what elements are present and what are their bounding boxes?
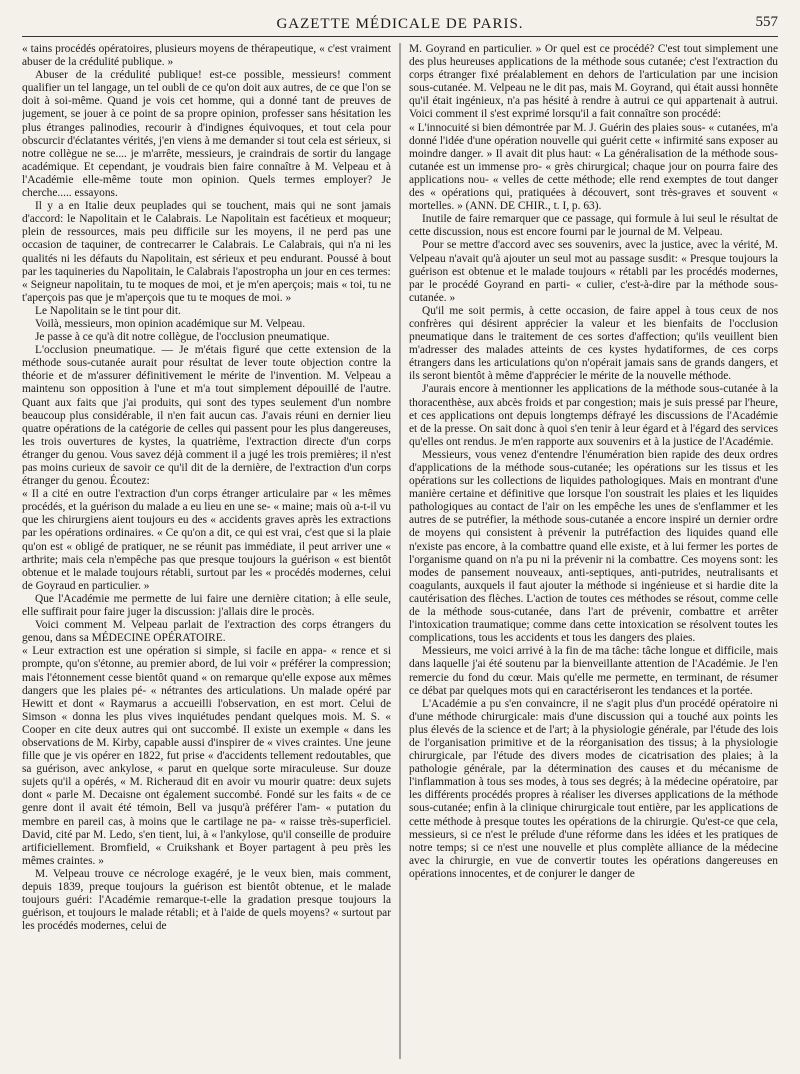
- right-column: [409, 43, 778, 1059]
- left-column-paragraph: « Il a cité en outre l'extraction d'un corps étranger articulaire par « les mêmes procédés, et la guérison du malade a eu lieu en une se- « maine; mais où a-t-il vu que les chirurgiens aient toujours eu des « accidents graves après les extractions par les opérations ordinaires. « Ce qu'on a dit, ce qui est vrai, c'est que si la plaie qu'on est « obligé de pratiquer, ne se réunit pas immédiate, il peut arriver une « arthrite; mais cela n'empêche pas que presque toujours la guérison « est bientôt obtenue et le malade toujours rétabli, surtout par les « procédés modernes, celui de Goyraud en particulier. »: [22, 488, 391, 592]
- left-column-paragraph: Voilà, messieurs, mon opinion académique sur M. Velpeau.: [35, 317, 306, 330]
- left-column-paragraph: « Leur extraction est une opération si simple, si facile en appa- « rence et si prompte, qu'on s'étonne, au premier abord, de lui voir « préférer la compression; mais l'étonnement cesse bientôt quand « on remarque qu'elle expose aux mêmes dangers que les plaies pé- « nétrantes des articulations. Un malade opéré par Hewitt et dont « Raymarus a accueilli l'observation, en est mort. Celui de Simson « donna les plus vives inquiétudes pendant quelques mois. M. S. « Cooper en cite deux autres qui ont succombé. Il existe un exemple « dans les observations de M. Kirby, capable aussi d'inspirer de « vives craintes. Une jeune fille que je vis opérer en 1822, fut prise « d'accidents tellement redoutables, que sa guérison, avec ankylose, « parut en quelque sorte miraculeuse. Sur douze sujets qu'il a opérés, « M. Richeraud dit en avoir vu mourir quatre: deux sujets dont « parle M. Decaisne ont également succombé. Fondé sur les faits « de ce genre dont il avait été témoin, Bell va jusqu'à préférer l'am- « putation du membre en pareil cas, à moins que le cartilage ne pa- « raisse très-superficiel. David, cité par M. Ledo, s'en tient, lui, à « l'ankylose, qu'il conseille de produire artificiellement. Bromfield, « Cruikshank et Boyer partagent à peu près les mêmes craintes. »: [22, 645, 391, 867]
- right-column-paragraph: Pour se mettre d'accord avec ses souvenirs, avec la justice, avec la vérité, M. Velpeau n'avait qu'à ajouter un seul mot au passage susdit: « Presque toujours la guérison est obtenue et le malade toujours « rétabli par les procédés modernes, par le procédé Goyrand en parti- « culier, c'est-à-dire par la méthode sous-cutanée. »: [409, 239, 778, 304]
- right-column-paragraph: J'aurais encore à mentionner les applications de la méthode sous-cutanée à la thoracenthèse, aux abcès froids et par congestion; mais je suis pressé par l'heure, et ces applications ont depuis longtemps défrayé les discussions de l'Académie et de la presse. On sait donc à quoi s'en tenir à leur égard et à l'égard des services qu'elles ont rendus. Je m'en rapporte aux souvenirs et à la justice de l'Académie.: [409, 383, 778, 448]
- left-column-paragraph: Voici comment M. Velpeau parlait de l'extraction des corps étrangers du genou, dans sa MÉDECINE OPÉRATOIRE.: [22, 619, 391, 645]
- page-header: [22, 12, 778, 37]
- right-column-paragraph: Messieurs, vous venez d'entendre l'énumération bien rapide des deux ordres d'applications de la méthode sous-cutanée; les opérations sur les tissus et les opérations sur les collections de liquides pathologiques. Mais en montrant d'une manière certaine et définitive que lorsque l'on soustrait les plaies et les liquides pathologiques au contact de l'air on les empêche les unes de s'enflammer et les autres de se putréfier, la méthode sous-cutanée a encore inspiré un dernier ordre de moyens qui consistent à prévenir la putréfaction des liquides quand elle n'existe pas encore, à la combattre quand elle existe, et à lui fermer les portes de l'organisme quand on n'a pu ni la prévenir ni la combattre. Ces moyens sont: les modes de pansement nouveaux, anti-septiques, anti-putrides, neutralisants et coagulants, auxquels il faut ajouter la méthode si ingénieuse et si hardie dite la cautérisation des flèches. L'action de toutes ces méthodes se résout, comme celle de la méthode sous-cutanée, dans l'art de prévenir, combattre et arrêter l'intoxication traumatique; comme dans cette intoxication se résolvent toutes les complications, tous les accidents et tous les dangers des plaies.: [409, 448, 778, 645]
- left-column-paragraph: « tains procédés opératoires, plusieurs moyens de thérapeutique, « c'est vraiment abuser de la crédulité publique. »: [22, 43, 391, 69]
- left-column-paragraph: Abuser de la crédulité publique! est-ce possible, messieurs! comment qualifier un tel langage, un tel oubli de ce qu'on doit aux autres, de ce que l'on se doit à soi-même. Quand je vois cet homme, qui a donné tant de preuves de jugement, se jouer à ce point de sa propre opinion, professer sans hésitation les plus étranges palinodies, recourir à d'indignes équivoques, et tout cela pour obscurcir d'éclatantes vérités, j'en viens à me demander si tout cela est sérieux, si notre collègue ne se.... je m'arrête, messieurs, je craindrais de sortir du langage académique. Et cependant, je voudrais bien faire connaître à M. Velpeau et à l'Académie elle-même toute mon opinion. Quels termes employer? Je cherche..... essayons.: [22, 69, 391, 200]
- left-column-paragraph: « Seigneur napolitain, tu te moques de moi, et je m'en aperçois; mais « toi, tu ne t'aperçois pas que je m'aperçois que tu te moques de moi. »: [22, 278, 391, 304]
- right-column-paragraph: M. Goyrand en particulier. » Or quel est ce procédé? C'est tout simplement une des plus heureuses applications de la méthode sous cutanée; c'est l'extraction du corps étranger fixé préalablement en dehors de l'articulation par une incision sous-cutanée. M. Velpeau ne le dit pas, mais M. Goyrand, qui était aussi honnête qu'il était ingénieux, n'a pas hésité à rendre à autrui ce qui appartenait à autrui. Voici comment il s'est exprimé lorsqu'il a fait connaître son procédé:: [409, 43, 778, 121]
- text-columns: [22, 43, 778, 1059]
- left-column-paragraph: Il y a en Italie deux peuplades qui se touchent, mais qui ne sont jamais d'accord: le Napolitain et le Calabrais. Le Napolitain est facétieux et moqueur; plein de ressources, mais peu difficile sur les moyens, il ne perd pas une occasion de taquiner, de contrecarrer le Calabrais. Le Calabrais, qui n'a ni les qualités ni les défauts du Napolitain, est sérieux et peu endurant. Poussé à bout par les taquineries du Napolitain, le Calabrais l'apostropha un jour en ces termes:: [22, 200, 391, 278]
- right-column-paragraph: L'Académie a pu s'en convaincre, il ne s'agit plus d'un procédé opératoire ni d'une méthode chirurgicale: mais d'une discussion qui a touché aux points les plus élevés de la science et de l'art; à la physiologie générale, par l'étude des lois de l'organisation primitive et de la réorganisation des tissus; à la physiologie chirurgicale, par l'étude des divers modes de cicatrisation des plaies; à la pathologie générale, par la détermination des causes et du mécanisme de l'inflammation à tous ses modes, à tous ses degrés; à la médecine opératoire, par les différents procédés propres à réaliser les diverses applications de la méthode sous-cutanée; enfin à la clinique chirurgicale tout entière, par les applications de cette méthode à presque toutes les opérations de la chirurgie. Qu'est-ce que cela, messieurs, si ce n'est le prélude d'une réforme dans les idées et les pratiques de notre temps; si ce n'est une nouvelle et plus complète alliance de la médecine avec la chirurgie, en vue de convertir toutes les opérations dangereuses en opérations innocentes, et de conjurer le danger de: [409, 697, 778, 880]
- right-column-paragraph: Inutile de faire remarquer que ce passage, qui formule à lui seul le résultat de cette discussion, nous est encore fourni par le journal de M. Velpeau.: [409, 213, 778, 239]
- left-column-paragraph: M. Velpeau trouve ce nécrologe exagéré, je le veux bien, mais comment, depuis 1839, preque toujours la guérison est bientôt obtenue, et le malade toujours guéri: l'Académie remarque-t-elle la gradation presque toujours la guérison, et toujours le malade rétabli; et à l'aide de quels moyens? « surtout par les procédés modernes, celui de: [22, 867, 391, 933]
- left-column-paragraph: Je passe à ce qu'à dit notre collègue, de l'occlusion pneumatique.: [35, 331, 330, 344]
- right-column-paragraph: « L'innocuité si bien démontrée par M. J. Guérin des plaies sous- « cutanées, m'a donné l'idée d'une opération nouvelle qui guérit cette « infirmité sans exposer au moindre danger. » Il avait dit plus haut: « La généralisation de la méthode sous-cutanée est un immense pro- « grès chirurgical; chaque jour on pourra faire des applications nou- « velles de cette méthode; elle rend exemptes de tout danger des « opérations qui, pratiquées à découvert, sont très-graves et souvent « mortelles. » (ANN. DE CHIR., t. I, p. 63).: [409, 121, 778, 213]
- page-number: 557: [755, 14, 778, 30]
- right-column-paragraph: Qu'il me soit permis, à cette occasion, de faire appel à tous ceux de nos confrères qui désirent apprécier la valeur et les bienfaits de l'occlusion pneumatique dans le traitement de ces sortes d'affection; qu'ils veuillent bien m'adresser des malades atteints de ces kystes hydatiformes, de ces corps étrangers dans les articulations qu'on n'opérait jamais sans de grands dangers, et ils seront bientôt à même d'apprécier le mérite de la nouvelle méthode.: [409, 304, 778, 383]
- journal-title: GAZETTE MÉDICALE DE PARIS.: [276, 15, 524, 32]
- left-column-paragraph: Que l'Académie me permette de lui faire une dernière citation; à elle seule, elle suffirait pour faire juger la discussion: j'allais dire le procès.: [22, 592, 391, 619]
- left-column-paragraph: L'occlusion pneumatique. — Je m'étais figuré que cette extension de la méthode sous-cutanée aurait pour résultat de lever toute objection contre la théorie et de m'assurer définitivement le mérite de l'invention. M. Velpeau a maintenu son opposition à l'une et m'a tout simplement dépouillé de l'autre. Quant aux faits que j'ai produits, qui sont des types seulement d'un nombre beaucoup plus considérable, il n'en fait aucun cas. J'avais réuni en dernier lieu quatre opérations de la catégorie de celles qui passent pour les plus dangereuses, les trois ouvertures de kystes, la quatrième, l'extraction directe d'un corps étranger du genou. Vous savez déjà comment il a jugé les trois premières; il n'est pas moins curieux de savoir ce qu'il dit de la dernière, de l'extraction d'un corps étranger du genou. Écoutez:: [22, 344, 391, 488]
- right-column-paragraph: Messieurs, me voici arrivé à la fin de ma tâche: tâche longue et difficile, mais dans laquelle j'ai été soutenu par la bienveillante attention de l'Académie. Je l'en remercie du fond du cœur. Mais qu'elle me permette, en terminant, de résumer ce débat par quelques mots qui en caractériseront les tendances et la portée.: [409, 645, 778, 697]
- left-column: [22, 43, 391, 1059]
- left-column-paragraph: Le Napolitain se le tint pour dit.: [35, 304, 181, 317]
